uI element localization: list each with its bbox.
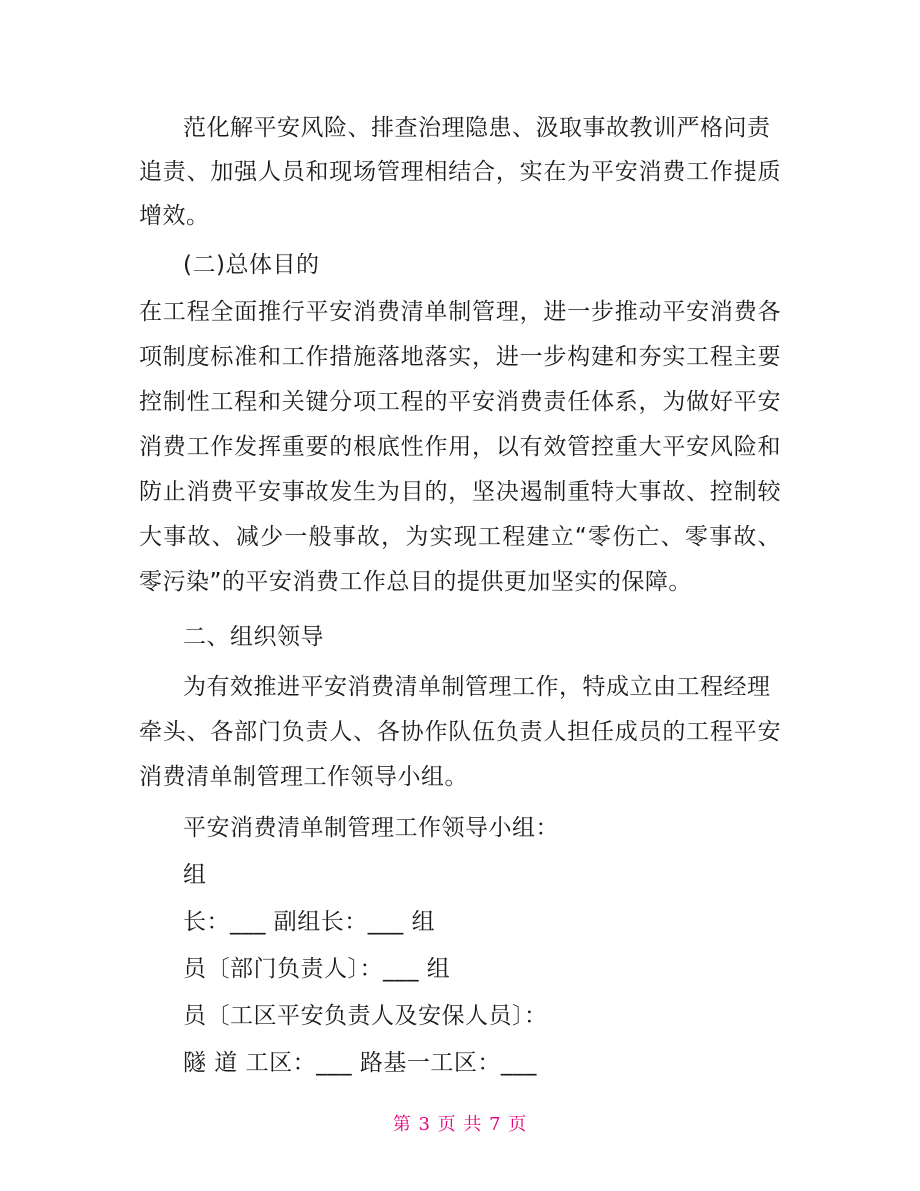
text-line-9: 防止消费平安事故发生为目的，坚决遏制重特大事故、控制较 [139,479,781,505]
text-line-17: 组 [183,862,207,888]
text-line-21: 隧 道 工区：___ 路基一工区：___ [183,1050,537,1076]
text-line-10: 大事故、减少一般事故，为实现工程建立“零伤亡、零事故、 [139,524,781,550]
text-line-8: 消费工作发挥重要的根底性作用，以有效管控重大平安风险和 [139,434,781,460]
text-line-14: 牵头、各部门负责人、各协作队伍负责人担任成员的工程平安 [139,719,781,745]
text-line-20: 员〔工区平安负责人及安保人员〕： [183,1003,548,1029]
text-line-13: 为有效推进平安消费清单制管理工作，特成立由工程经理 [183,674,771,700]
text-line-19: 员〔部门负责人〕：___ 组 [183,956,451,982]
text-line-11: 零污染”的平安消费工作总目的提供更加坚实的保障。 [139,569,692,595]
text-line-5: 在工程全面推行平安消费清单制管理，进一步推动平安消费各 [139,299,781,325]
text-line-18: 长：___ 副组长：___ 组 [183,909,436,935]
text-line-15: 消费清单制管理工作领导小组。 [139,764,468,790]
text-line-1: 范化解平安风险、排查治理隐患、汲取事故教训严格问责 [183,115,771,141]
text-line-6: 项制度标准和工作措施落地落实，进一步构建和夯实工程主要 [139,344,781,370]
text-line-2: 追责、加强人员和现场管理相结合，实在为平安消费工作提质 [139,159,781,185]
text-line-16: 平安消费清单制管理工作领导小组： [183,815,559,841]
page-number-footer: 第 3 页 共 7 页 [392,1114,528,1135]
section-heading-organization: 二、组织领导 [183,624,324,650]
text-line-7: 控制性工程和关键分项工程的平安消费责任体系，为做好平安 [139,389,781,415]
text-line-3: 增效。 [139,203,210,229]
section-heading-general-goal: (二)总体目的 [183,252,320,278]
